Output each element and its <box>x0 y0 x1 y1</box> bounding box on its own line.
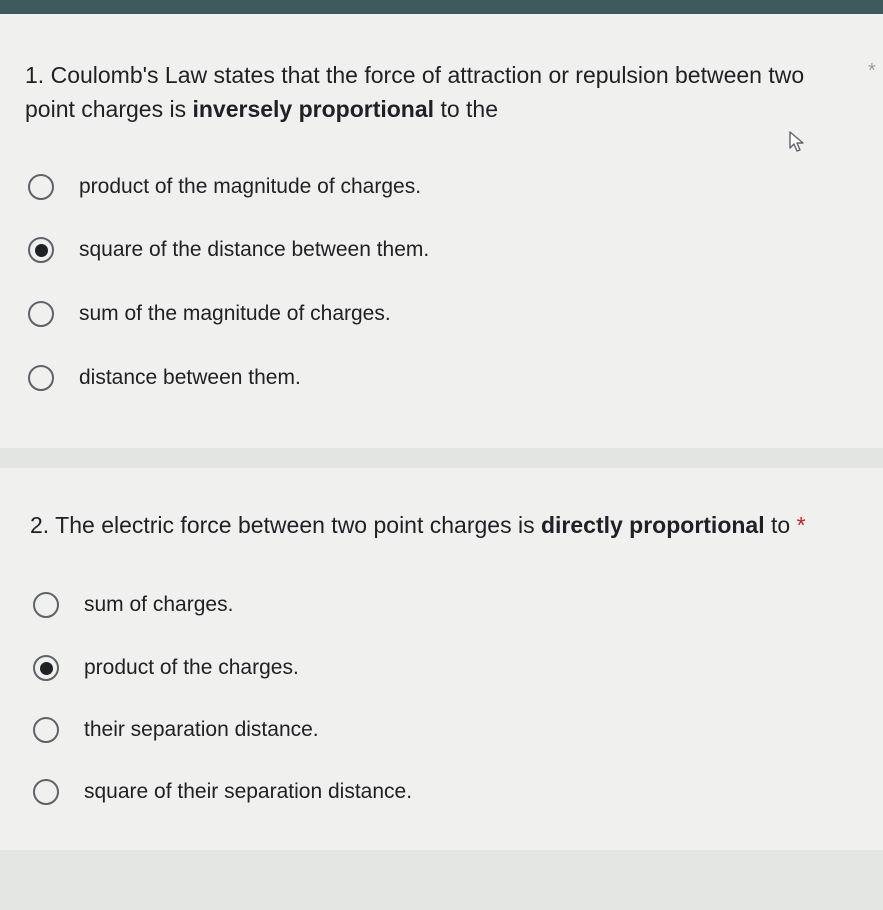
question-1-prompt-end: to the <box>440 96 498 122</box>
section-divider <box>0 448 883 468</box>
radio-button[interactable] <box>28 301 54 327</box>
radio-button-selected[interactable] <box>28 237 54 263</box>
question-1-prompt: Coulomb's Law states that the force of attraction or repulsion between two point charges is <box>25 62 805 122</box>
q1-option-2[interactable] <box>28 233 429 267</box>
question-1-number: 1. <box>25 62 45 88</box>
radio-button[interactable] <box>33 717 59 743</box>
q2-option-3[interactable] <box>33 713 319 747</box>
question-2-number: 2. <box>30 512 50 538</box>
option-label: product of the magnitude of charges. <box>79 175 422 198</box>
question-1-required-mark: * <box>868 60 876 82</box>
question-2-prompt-end: to <box>771 512 791 538</box>
radio-button[interactable] <box>33 592 59 618</box>
radio-button[interactable] <box>28 174 54 200</box>
radio-button[interactable] <box>33 779 59 805</box>
q2-option-4[interactable] <box>33 775 412 809</box>
mouse-cursor-icon <box>788 130 808 154</box>
q1-option-4[interactable] <box>28 361 301 395</box>
question-1-emphasis: inversely proportional <box>192 96 435 122</box>
q2-option-1[interactable] <box>33 588 233 622</box>
option-label: product of the charges. <box>84 656 299 679</box>
question-1-text <box>25 58 845 126</box>
radio-button[interactable] <box>28 365 54 391</box>
top-bar <box>0 0 883 14</box>
q2-option-2[interactable] <box>33 651 299 685</box>
option-label: sum of the magnitude of charges. <box>79 302 391 325</box>
q1-option-3[interactable] <box>28 297 391 331</box>
question-2-text <box>30 508 870 542</box>
question-2-prompt: The electric force between two point charges is <box>55 512 535 538</box>
option-label: square of their separation distance. <box>84 780 413 803</box>
option-label: their separation distance. <box>84 718 319 741</box>
option-label: square of the distance between them. <box>79 238 430 261</box>
option-label: sum of charges. <box>84 593 234 616</box>
option-label: distance between them. <box>79 366 301 389</box>
q1-option-1[interactable] <box>28 170 421 204</box>
question-2-required-mark: * <box>796 512 806 538</box>
page-bottom-background <box>0 850 883 910</box>
question-2-emphasis: directly proportional <box>540 512 765 538</box>
radio-button-selected[interactable] <box>33 655 59 681</box>
